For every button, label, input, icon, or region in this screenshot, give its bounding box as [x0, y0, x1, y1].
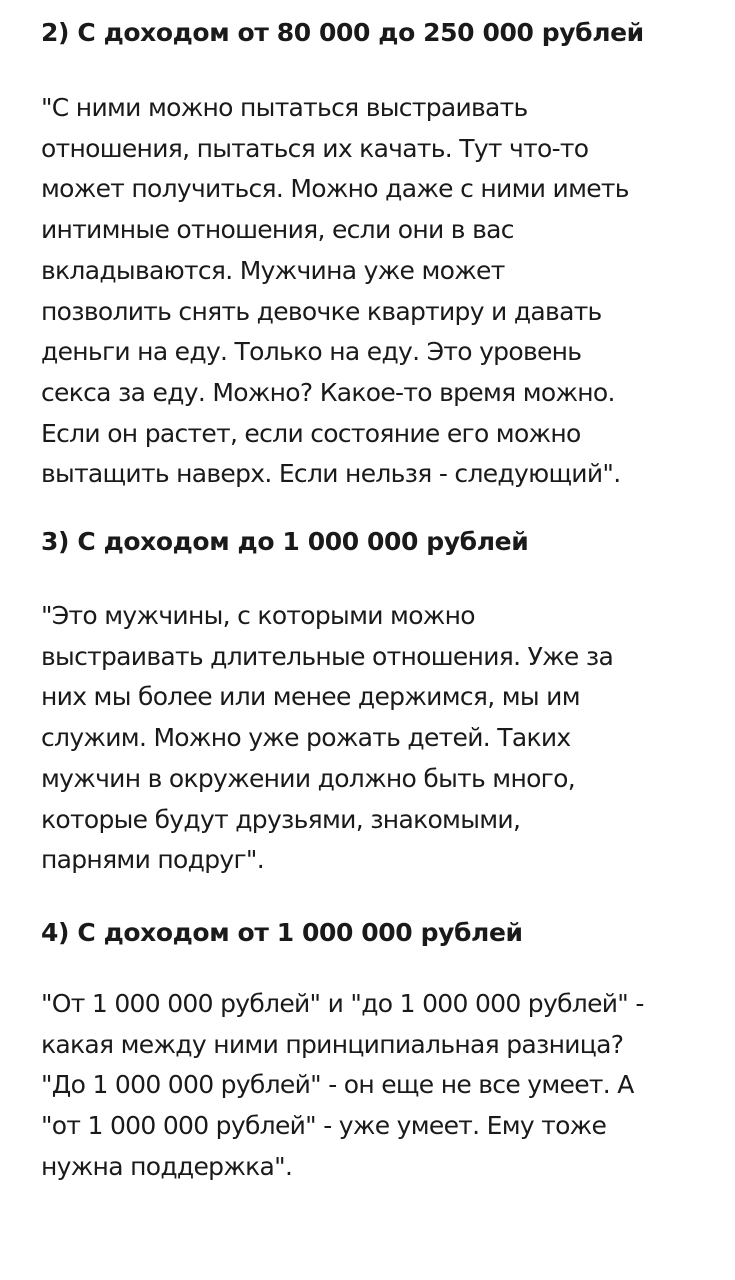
- section-paragraph-income-from-1m: "От 1 000 000 рублей" и "до 1 000 000 рублей" - какая между ними принципиальная разница? "До 1 000 000 рублей" - он еще не все умеет. А "от 1 000 000 рублей" - уже умеет. Ему тоже нужна поддержка".: [41, 988, 644, 1181]
- section-heading-income-80k-250k: 2) С доходом от 80 000 до 250 000 рублей: [41, 18, 644, 47]
- section-paragraph-income-up-to-1m: "Это мужчины, с которыми можно выстраивать длительные отношения. Уже за них мы более или менее держимся, мы им служим. Можно уже рожать детей. Таких мужчин в окружении должно быть много, которые будут друзьями, знакомыми, парнями подруг".: [41, 601, 614, 875]
- section-heading-income-up-to-1m: 3) С доходом до 1 000 000 рублей: [41, 527, 529, 557]
- section-paragraph-income-80k-250k: "С ними можно пытаться выстраивать отношения, пытаться их качать. Тут что-то может получиться. Можно даже с ними иметь интимные отношения, если они в вас вкладываются. Мужчина уже может позволить снять девочке квартиру и давать деньги на еду. Только на еду. Это уровень секса за еду. Можно? Какое-то время можно. Если он растет, если состояние его можно вытащить наверх. Если нельзя - следующий".: [41, 93, 629, 489]
- section-heading-income-from-1m: 4) С доходом от 1 000 000 рублей: [41, 917, 523, 947]
